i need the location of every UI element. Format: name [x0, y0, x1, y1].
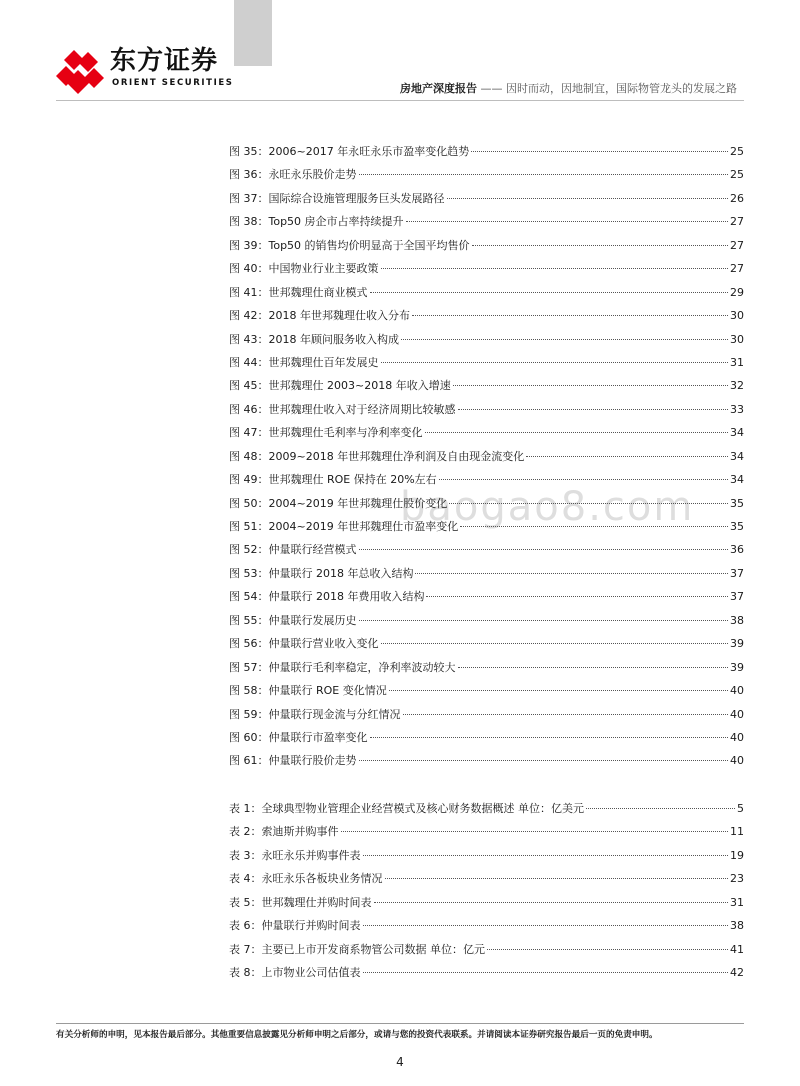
toc-leader-dots — [439, 479, 728, 480]
toc-leader-dots — [381, 643, 729, 644]
toc-entry[interactable] — [229, 166, 744, 189]
toc-entry[interactable] — [229, 448, 744, 471]
toc-entry[interactable] — [229, 706, 744, 729]
toc-entry-label: 图 60：仲量联行市盈率变化 — [229, 730, 368, 744]
brand-name-en: ORIENT SECURITIES — [112, 78, 234, 88]
orient-logo-icon — [56, 48, 106, 94]
toc-entry[interactable] — [229, 612, 744, 635]
toc-entry[interactable] — [229, 331, 744, 354]
header-rule — [56, 100, 744, 101]
toc-entry-page: 37 — [730, 566, 744, 580]
toc-entry-page: 19 — [730, 848, 744, 862]
toc-leader-dots — [453, 385, 728, 386]
toc-entry-page: 29 — [730, 285, 744, 299]
header-gray-tab — [234, 0, 272, 66]
footer-disclaimer: 有关分析师的申明，见本报告最后部分。其他重要信息披露见分析师申明之后部分，或请与您的投资代表联系。并请阅读本证券研究报告最后一页的免责申明。 — [56, 1030, 658, 1040]
brand-name-cn: 东方证券 — [110, 46, 219, 76]
toc-entry-label: 表 4：永旺永乐各板块业务情况 — [229, 872, 383, 886]
toc-entry-label: 图 55：仲量联行发展历史 — [229, 613, 357, 627]
toc-entry-label: 图 61：仲量联行股价走势 — [229, 754, 357, 768]
toc-entry[interactable] — [229, 917, 744, 940]
toc-leader-dots — [412, 315, 728, 316]
toc-leader-dots — [363, 972, 729, 973]
toc-entry-page: 40 — [730, 684, 744, 698]
toc-entry-label: 表 8：上市物业公司估值表 — [229, 966, 361, 980]
report-title: 因时而动，因地制宜，国际物管龙头的发展之路 — [506, 82, 737, 95]
toc-entry[interactable] — [229, 565, 744, 588]
toc-leader-dots — [586, 808, 735, 809]
toc-leader-dots — [415, 573, 728, 574]
toc-entry[interactable] — [229, 635, 744, 658]
toc-entry-page: 27 — [730, 215, 744, 229]
toc-entry-label: 图 54：仲量联行 2018 年费用收入结构 — [229, 590, 425, 604]
toc-entry-page: 38 — [730, 919, 744, 933]
toc-entry-label: 图 52：仲量联行经营模式 — [229, 543, 357, 557]
toc-entry-page: 27 — [730, 238, 744, 252]
toc-entry-label: 表 2：索迪斯并购事件 — [229, 825, 339, 839]
toc-entry-page: 35 — [730, 496, 744, 510]
toc-entry[interactable] — [229, 354, 744, 377]
toc-entry-page: 39 — [730, 660, 744, 674]
toc-entry[interactable] — [229, 307, 744, 330]
toc-leader-dots — [406, 221, 728, 222]
toc-entry-label: 表 5：世邦魏理仕并购时间表 — [229, 895, 372, 909]
toc-entry-label: 图 56：仲量联行营业收入变化 — [229, 637, 379, 651]
toc-entry-page: 26 — [730, 191, 744, 205]
toc-entry-page: 34 — [730, 449, 744, 463]
toc-entry[interactable] — [229, 495, 744, 518]
toc-entry-label: 图 48：2009~2018 年世邦魏理仕净利润及自由现金流变化 — [229, 449, 525, 463]
toc-entry-label: 图 37：国际综合设施管理服务巨头发展路径 — [229, 191, 445, 205]
toc-entry[interactable] — [229, 659, 744, 682]
toc-entry[interactable] — [229, 143, 744, 166]
toc-leader-dots — [385, 878, 729, 879]
page-number: 4 — [396, 1055, 404, 1069]
toc-entry[interactable] — [229, 588, 744, 611]
toc-leader-dots — [425, 432, 729, 433]
toc-entry-label: 表 7：主要已上市开发商系物管公司数据 单位：亿元 — [229, 942, 485, 956]
toc-entry-label: 图 53：仲量联行 2018 年总收入结构 — [229, 566, 414, 580]
toc-entry[interactable] — [229, 471, 744, 494]
toc-entry-label: 图 38：Top50 房企市占率持续提升 — [229, 215, 404, 229]
toc-entry-page: 32 — [730, 379, 744, 393]
toc-leader-dots — [370, 292, 729, 293]
toc-leader-dots — [341, 831, 729, 832]
toc-entry-page: 40 — [730, 730, 744, 744]
toc-entry-page: 30 — [730, 332, 744, 346]
toc-entry[interactable] — [229, 894, 744, 917]
toc-entry[interactable] — [229, 964, 744, 987]
toc-entry[interactable] — [229, 424, 744, 447]
toc-entry-page: 25 — [730, 168, 744, 182]
toc-entry-label: 表 1：全球典型物业管理企业经营模式及核心财务数据概述 单位：亿美元 — [229, 802, 584, 815]
toc-entry-page: 35 — [730, 520, 744, 533]
toc-entry-page: 42 — [730, 966, 744, 980]
toc-leader-dots — [359, 620, 729, 621]
toc-entry[interactable] — [229, 870, 744, 893]
toc-entry[interactable] — [229, 682, 744, 705]
toc-entry-label: 图 40：中国物业行业主要政策 — [229, 262, 379, 276]
toc-entry[interactable] — [229, 847, 744, 870]
toc-entry-label: 图 57：仲量联行毛利率稳定，净利率波动较大 — [229, 660, 456, 674]
toc-entry[interactable] — [229, 237, 744, 260]
toc-leader-dots — [526, 456, 728, 457]
toc-entry[interactable] — [229, 541, 744, 564]
toc-leader-dots — [359, 174, 729, 175]
toc-entry-label: 图 46：世邦魏理仕收入对于经济周期比较敏感 — [229, 402, 456, 416]
toc-entry[interactable] — [229, 752, 744, 775]
toc-entry-page: 5 — [737, 802, 744, 815]
toc-leader-dots — [359, 549, 729, 550]
toc-leader-dots — [458, 409, 729, 410]
toc-entry-label: 图 43：2018 年顾问服务收入构成 — [229, 332, 399, 346]
toc-leader-dots — [471, 151, 728, 152]
toc-entry-page: 33 — [730, 402, 744, 416]
toc-entry[interactable] — [229, 729, 744, 752]
toc-leader-dots — [389, 690, 728, 691]
brand-logo — [56, 44, 234, 96]
toc-entry-page: 31 — [730, 895, 744, 909]
figure-index — [229, 143, 744, 776]
toc-leader-dots — [403, 714, 729, 715]
toc-leader-dots — [370, 737, 729, 738]
report-type: 房地产深度报告 — [400, 82, 477, 95]
toc-entry-page: 34 — [730, 473, 744, 487]
toc-leader-dots — [447, 198, 729, 199]
header-separator: —— — [480, 82, 503, 95]
toc-entry-page: 40 — [730, 707, 744, 721]
toc-leader-dots — [426, 596, 728, 597]
toc-entry-label: 图 47：世邦魏理仕毛利率与净利率变化 — [229, 426, 423, 440]
toc-leader-dots — [363, 855, 729, 856]
toc-entry[interactable] — [229, 284, 744, 307]
toc-leader-dots — [472, 245, 728, 246]
toc-entry-page: 41 — [730, 942, 744, 956]
toc-entry-page: 37 — [730, 590, 744, 604]
toc-entry-page: 27 — [730, 262, 744, 276]
toc-entry-label: 图 59：仲量联行现金流与分红情况 — [229, 707, 401, 721]
report-header — [400, 80, 737, 96]
toc-entry-page: 39 — [730, 637, 744, 651]
toc-entry-page: 40 — [730, 754, 744, 768]
toc-leader-dots — [381, 362, 729, 363]
toc-entry[interactable] — [229, 190, 744, 213]
toc-entry-label: 图 58：仲量联行 ROE 变化情况 — [229, 684, 387, 698]
toc-leader-dots — [487, 949, 728, 950]
toc-entry[interactable] — [229, 260, 744, 283]
toc-entry-page: 25 — [730, 145, 744, 158]
toc-leader-dots — [460, 526, 728, 527]
watermark: baogao8.com — [400, 484, 695, 530]
toc-leader-dots — [359, 760, 729, 761]
toc-leader-dots — [449, 503, 728, 504]
toc-entry-label: 图 35：2006~2017 年永旺永乐市盈率变化趋势 — [229, 145, 470, 158]
toc-leader-dots — [381, 268, 729, 269]
toc-entry-page: 34 — [730, 426, 744, 440]
toc-entry-page: 31 — [730, 355, 744, 369]
toc-entry[interactable] — [229, 401, 744, 424]
footer-rule — [56, 1023, 744, 1024]
toc-entry[interactable] — [229, 213, 744, 236]
toc-entry-page: 38 — [730, 613, 744, 627]
toc-leader-dots — [374, 902, 729, 903]
toc-entry-label: 图 51：2004~2019 年世邦魏理仕市盈率变化 — [229, 520, 459, 533]
toc-entry[interactable] — [229, 941, 744, 964]
toc-entry[interactable] — [229, 800, 744, 823]
toc-leader-dots — [363, 925, 729, 926]
toc-entry[interactable] — [229, 377, 744, 400]
table-index — [229, 800, 744, 988]
toc-entry-label: 图 41：世邦魏理仕商业模式 — [229, 285, 368, 299]
toc-entry-page: 30 — [730, 309, 744, 323]
toc-leader-dots — [458, 667, 729, 668]
toc-leader-dots — [401, 339, 728, 340]
toc-entry-page: 11 — [730, 825, 744, 839]
toc-entry-label: 图 39：Top50 的销售均价明显高于全国平均售价 — [229, 238, 470, 252]
toc-entry-label: 图 45：世邦魏理仕 2003~2018 年收入增速 — [229, 379, 451, 393]
toc-entry-label: 图 36：永旺永乐股价走势 — [229, 168, 357, 182]
toc-entry[interactable] — [229, 518, 744, 541]
toc-entry-page: 23 — [730, 872, 744, 886]
toc-entry-label: 图 50：2004~2019 年世邦魏理仕股价变化 — [229, 496, 448, 510]
toc-entry-page: 36 — [730, 543, 744, 557]
toc-entry-label: 图 49：世邦魏理仕 ROE 保持在 20%左右 — [229, 473, 437, 487]
toc-entry-label: 表 6：仲量联行并购时间表 — [229, 919, 361, 933]
toc-entry-label: 表 3：永旺永乐并购事件表 — [229, 848, 361, 862]
toc-entry[interactable] — [229, 823, 744, 846]
toc-entry-label: 图 44：世邦魏理仕百年发展史 — [229, 355, 379, 369]
toc-entry-label: 图 42：2018 年世邦魏理仕收入分布 — [229, 309, 410, 323]
